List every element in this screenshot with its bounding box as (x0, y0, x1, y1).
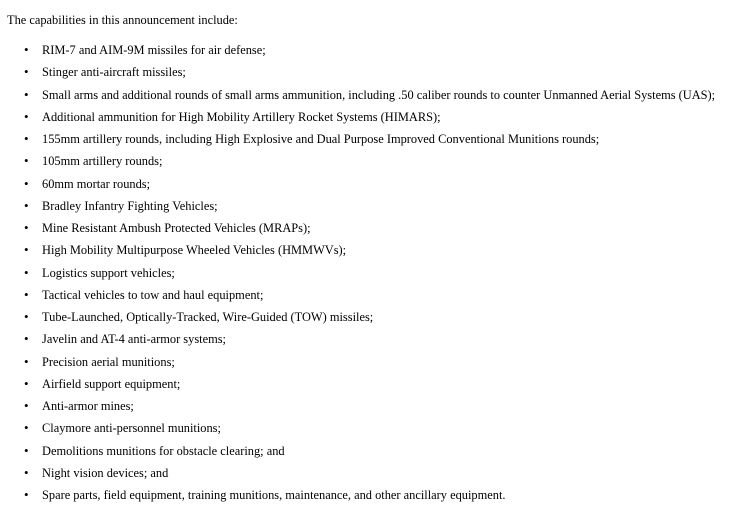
bullet-icon: • (24, 131, 29, 146)
bullet-icon: • (24, 175, 29, 191)
list-item (7, 106, 742, 128)
list-item (7, 306, 742, 328)
list-item (7, 284, 742, 306)
list-item-text: High Mobility Multipurpose Wheeled Vehicles (HMMWVs); (42, 243, 347, 258)
bullet-icon: • (24, 242, 29, 258)
bullet-icon: • (24, 42, 29, 57)
bullet-icon: • (24, 309, 29, 324)
bullet-icon: • (24, 398, 29, 413)
bullet-icon: • (24, 153, 29, 169)
list-item (7, 484, 742, 506)
list-item-text: Anti-armor mines; (42, 399, 134, 413)
list-item-text: Tube-Launched, Optically-Tracked, Wire-Guided (TOW) missiles; (42, 310, 374, 324)
list-item (7, 84, 742, 106)
list-item-text: Claymore anti-personnel munitions; (42, 421, 221, 436)
list-item (7, 195, 742, 217)
bullet-icon: • (24, 286, 29, 302)
list-item-text: Bradley Infantry Fighting Vehicles; (42, 198, 218, 213)
list-item-text: Precision aerial munitions; (42, 354, 175, 369)
list-item (7, 440, 742, 462)
list-item (7, 395, 742, 417)
list-item-text: Javelin and AT-4 anti-armor systems; (42, 332, 226, 347)
list-item-text: Mine Resistant Ambush Protected Vehicles (MRAPs); (42, 221, 311, 235)
list-item-text: 105mm artillery rounds; (42, 154, 163, 169)
list-item-text: 60mm mortar rounds; (42, 176, 151, 191)
capabilities-list (7, 39, 742, 506)
list-item-text: Small arms and additional rounds of small arms ammunition, including .50 caliber rounds to counter Unmanned Aerial Systems (UAS); (42, 87, 716, 102)
list-item-text: 155mm artillery rounds, including High Explosive and Dual Purpose Improved Conventional Munitions rounds; (42, 132, 600, 146)
list-item (7, 351, 742, 373)
list-item (7, 462, 742, 484)
list-item (7, 128, 742, 150)
list-item-text: Logistics support vehicles; (42, 265, 175, 280)
bullet-icon: • (24, 220, 29, 235)
bullet-icon: • (24, 353, 29, 369)
list-item-text: Stinger anti-aircraft missiles; (42, 65, 186, 80)
list-item-text: RIM-7 and AIM-9M missiles for air defense; (42, 43, 266, 57)
bullet-icon: • (24, 264, 29, 280)
list-item-text: Night vision devices; and (42, 465, 169, 480)
list-item-text: Additional ammunition for High Mobility Artillery Rocket Systems (HIMARS); (42, 109, 441, 124)
list-item (7, 61, 742, 83)
bullet-icon: • (24, 86, 29, 102)
list-item (7, 262, 742, 284)
list-item-text: Spare parts, field equipment, training munitions, maintenance, and other ancillary equipment. (42, 488, 506, 502)
list-item (7, 39, 742, 61)
bullet-icon: • (24, 487, 29, 502)
list-item (7, 217, 742, 239)
list-item (7, 150, 742, 172)
list-item-text: Demolitions munitions for obstacle clearing; and (42, 443, 285, 458)
list-item-text: Tactical vehicles to tow and haul equipment; (42, 287, 264, 302)
bullet-icon: • (24, 108, 29, 124)
list-item (7, 239, 742, 261)
list-item (7, 173, 742, 195)
bullet-icon: • (24, 375, 29, 391)
list-item (7, 373, 742, 395)
bullet-icon: • (24, 197, 29, 213)
bullet-icon: • (24, 64, 29, 80)
list-item (7, 328, 742, 350)
bullet-icon: • (24, 331, 29, 347)
list-item (7, 417, 742, 439)
intro-line: The capabilities in this announcement include: (7, 13, 238, 27)
bullet-icon: • (24, 420, 29, 436)
bullet-icon: • (24, 464, 29, 480)
bullet-icon: • (24, 442, 29, 458)
list-item-text: Airfield support equipment; (42, 376, 181, 391)
